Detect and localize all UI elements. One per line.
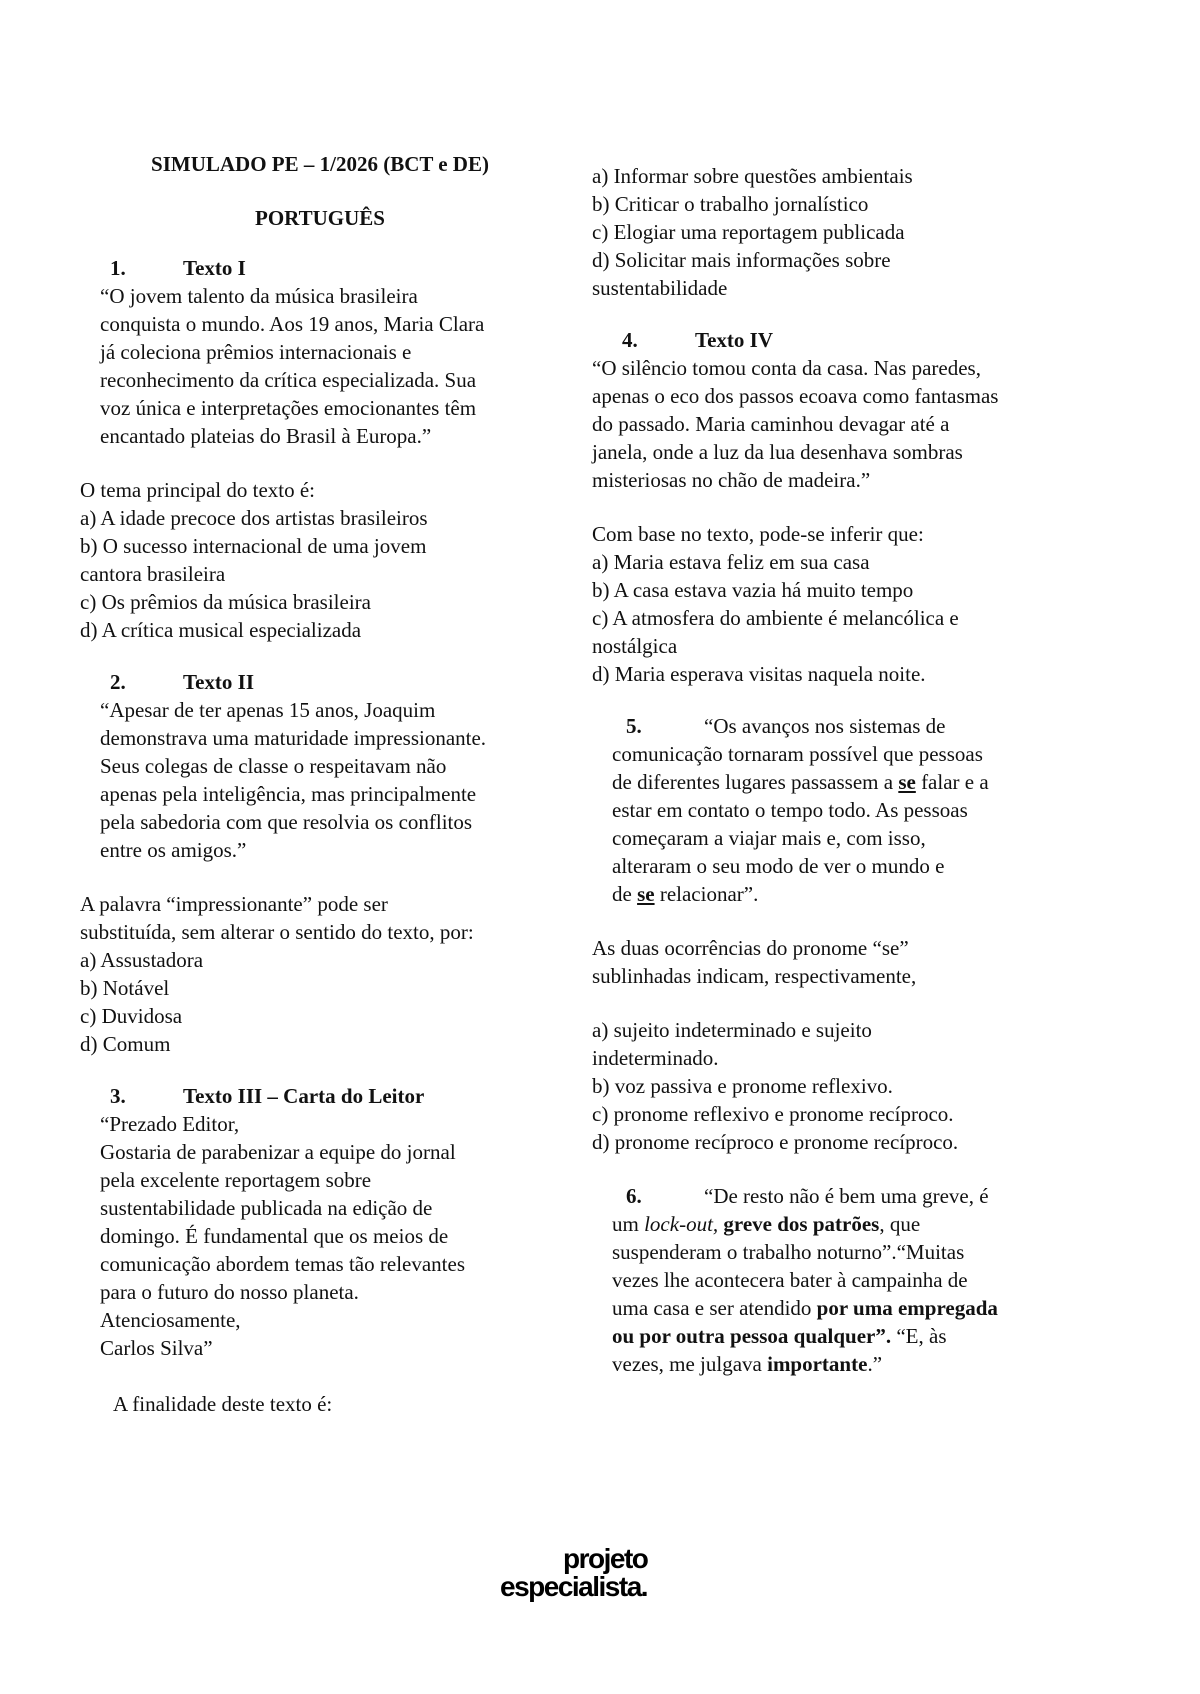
question-text-title: Texto I xyxy=(183,256,246,280)
question-1-heading xyxy=(80,254,560,282)
option-line: d) A crítica musical especializada xyxy=(80,618,362,642)
question-1-passage xyxy=(80,282,560,450)
question-1-prompt: O tema principal do texto é: xyxy=(80,478,316,502)
option-line: d) Comum xyxy=(80,1032,171,1056)
passage-line: um lock-out, greve dos patrões, que xyxy=(612,1212,921,1236)
passage-line: Seus colegas de classe o respeitavam não xyxy=(100,754,447,778)
passage-line xyxy=(592,712,1092,740)
bold-term: por uma empregada xyxy=(816,1296,998,1320)
option-line: sustentabilidade xyxy=(592,276,728,300)
question-3-passage xyxy=(80,1110,560,1362)
passage-line: estar em contato o tempo todo. As pessoas xyxy=(612,798,968,822)
option-line: c) pronome reflexivo e pronome recíproco. xyxy=(592,1102,954,1126)
option-line: d) Solicitar mais informações sobre xyxy=(592,248,891,272)
question-2-heading xyxy=(80,668,560,696)
passage-line: domingo. É fundamental que os meios de xyxy=(100,1224,449,1248)
passage-text: “De resto não é bem uma greve, é xyxy=(704,1184,989,1208)
option-line: b) Criticar o trabalho jornalístico xyxy=(592,192,869,216)
question-2-prompt xyxy=(80,890,560,946)
passage-line: de diferentes lugares passassem a se falar e a xyxy=(612,770,989,794)
option-line: c) Os prêmios da música brasileira xyxy=(80,590,371,614)
option-line: c) Duvidosa xyxy=(80,1004,183,1028)
option-line: d) Maria esperava visitas naquela noite. xyxy=(592,662,926,686)
question-text-title: Texto IV xyxy=(695,328,773,352)
question-number: 2. xyxy=(110,670,126,694)
exam-title: SIMULADO PE – 1/2026 (BCT e DE) xyxy=(151,152,489,176)
passage-line: comunicação tornaram possível que pessoas xyxy=(612,742,983,766)
question-6-passage xyxy=(592,1182,1092,1378)
bold-term: ou por outra pessoa qualquer”. xyxy=(612,1324,892,1348)
passage-line: Carlos Silva” xyxy=(100,1336,213,1360)
option-line: c) A atmosfera do ambiente é melancólica e xyxy=(592,606,959,630)
option-line: a) A idade precoce dos artistas brasileiros xyxy=(80,506,428,530)
passage-line: voz única e interpretações emocionantes têm xyxy=(100,396,477,420)
passage-line: entre os amigos.” xyxy=(100,838,247,862)
passage-line: encantado plateias do Brasil à Europa.” xyxy=(100,424,432,448)
passage-line: demonstrava uma maturidade impressionante. xyxy=(100,726,487,750)
question-3-options xyxy=(592,162,1092,302)
option-line: b) O sucesso internacional de uma jovem xyxy=(80,534,427,558)
left-column xyxy=(80,150,560,1418)
passage-line: reconhecimento da crítica especializada. Sua xyxy=(100,368,477,392)
passage-line: ou por outra pessoa qualquer”. “E, às xyxy=(612,1324,947,1348)
passage-line: pela excelente reportagem sobre xyxy=(100,1168,372,1192)
prompt-line: sublinhadas indicam, respectivamente, xyxy=(592,964,917,988)
passage-line: apenas o eco dos passos ecoava como fantasmas xyxy=(592,384,999,408)
passage-line: do passado. Maria caminhou devagar até a xyxy=(592,412,950,436)
passage-line: janela, onde a luz da lua desenhava sombras xyxy=(592,440,963,464)
passage-line: “Prezado Editor, xyxy=(100,1112,240,1136)
option-line: b) A casa estava vazia há muito tempo xyxy=(592,578,914,602)
passage-line: sustentabilidade publicada na edição de xyxy=(100,1196,433,1220)
bold-term: greve dos patrões xyxy=(718,1212,880,1236)
option-line: nostálgica xyxy=(592,634,678,658)
question-number: 6. xyxy=(626,1184,642,1208)
passage-line: “O jovem talento da música brasileira xyxy=(100,284,418,308)
option-line: a) Informar sobre questões ambientais xyxy=(592,164,913,188)
passage-line: conquista o mundo. Aos 19 anos, Maria Clara xyxy=(100,312,485,336)
question-number: 1. xyxy=(110,256,126,280)
passage-line: suspenderam o trabalho noturno”.“Muitas xyxy=(612,1240,965,1264)
question-3-heading xyxy=(80,1082,560,1110)
question-number: 5. xyxy=(626,714,642,738)
option-line: cantora brasileira xyxy=(80,562,226,586)
question-4-options xyxy=(592,548,1092,688)
underlined-pronoun: se xyxy=(898,770,916,794)
italic-term: lock-out, xyxy=(644,1212,719,1236)
option-line: a) Maria estava feliz em sua casa xyxy=(592,550,870,574)
passage-line: de se relacionar”. xyxy=(612,882,759,906)
bold-term: importante xyxy=(767,1352,868,1376)
passage-line: alteraram o seu modo de ver o mundo e xyxy=(612,854,945,878)
question-1-options xyxy=(80,504,560,644)
option-line: b) voz passiva e pronome reflexivo. xyxy=(592,1074,893,1098)
brand-logo xyxy=(500,1545,647,1601)
passage-line: Gostaria de parabenizar a equipe do jornal xyxy=(100,1140,456,1164)
option-line: b) Notável xyxy=(80,976,170,1000)
question-2-options xyxy=(80,946,560,1058)
option-line: c) Elogiar uma reportagem publicada xyxy=(592,220,905,244)
passage-line: vezes lhe acontecera bater à campainha de xyxy=(612,1268,968,1292)
passage-line: “O silêncio tomou conta da casa. Nas paredes, xyxy=(592,356,981,380)
passage-line: vezes, me julgava importante.” xyxy=(612,1352,883,1376)
question-number: 3. xyxy=(110,1084,126,1108)
passage-line: comunicação abordem temas tão relevantes xyxy=(100,1252,465,1276)
option-line: a) Assustadora xyxy=(80,948,204,972)
question-4-passage xyxy=(592,354,1092,494)
question-5-passage xyxy=(592,712,1092,908)
question-2-passage xyxy=(80,696,560,864)
passage-text: “Os avanços nos sistemas de xyxy=(704,714,946,738)
passage-line xyxy=(592,1182,1092,1210)
prompt-line: As duas ocorrências do pronome “se” xyxy=(592,936,909,960)
question-3-prompt: A finalidade deste texto é: xyxy=(113,1392,333,1416)
passage-line: Atenciosamente, xyxy=(100,1308,241,1332)
passage-line: já coleciona prêmios internacionais e xyxy=(100,340,412,364)
passage-line: apenas pela inteligência, mas principalmente xyxy=(100,782,477,806)
passage-line: pela sabedoria com que resolvia os conflitos xyxy=(100,810,473,834)
question-number: 4. xyxy=(622,328,638,352)
passage-line: misteriosas no chão de madeira.” xyxy=(592,468,871,492)
underlined-pronoun: se xyxy=(637,882,655,906)
subject-title: PORTUGUÊS xyxy=(255,206,385,230)
logo-line-1: projeto xyxy=(563,1543,648,1574)
passage-line: uma casa e ser atendido por uma empregada xyxy=(612,1296,998,1320)
passage-line: começaram a viajar mais e, com isso, xyxy=(612,826,926,850)
passage-line: para o futuro do nosso planeta. xyxy=(100,1280,359,1304)
question-5-prompt xyxy=(592,934,1092,990)
question-text-title: Texto II xyxy=(183,670,254,694)
right-column xyxy=(592,162,1092,1378)
question-4-heading xyxy=(592,326,1092,354)
prompt-line: substituída, sem alterar o sentido do texto, por: xyxy=(80,920,474,944)
question-4-prompt: Com base no texto, pode-se inferir que: xyxy=(592,522,924,546)
prompt-line: A palavra “impressionante” pode ser xyxy=(80,892,388,916)
passage-line: “Apesar de ter apenas 15 anos, Joaquim xyxy=(100,698,436,722)
logo-line-2: especialista. xyxy=(500,1571,648,1602)
question-5-options xyxy=(592,1016,1092,1156)
option-line: a) sujeito indeterminado e sujeito xyxy=(592,1018,872,1042)
option-line: d) pronome recíproco e pronome recíproco. xyxy=(592,1130,959,1154)
question-text-title: Texto III – Carta do Leitor xyxy=(183,1084,425,1108)
option-line: indeterminado. xyxy=(592,1046,719,1070)
